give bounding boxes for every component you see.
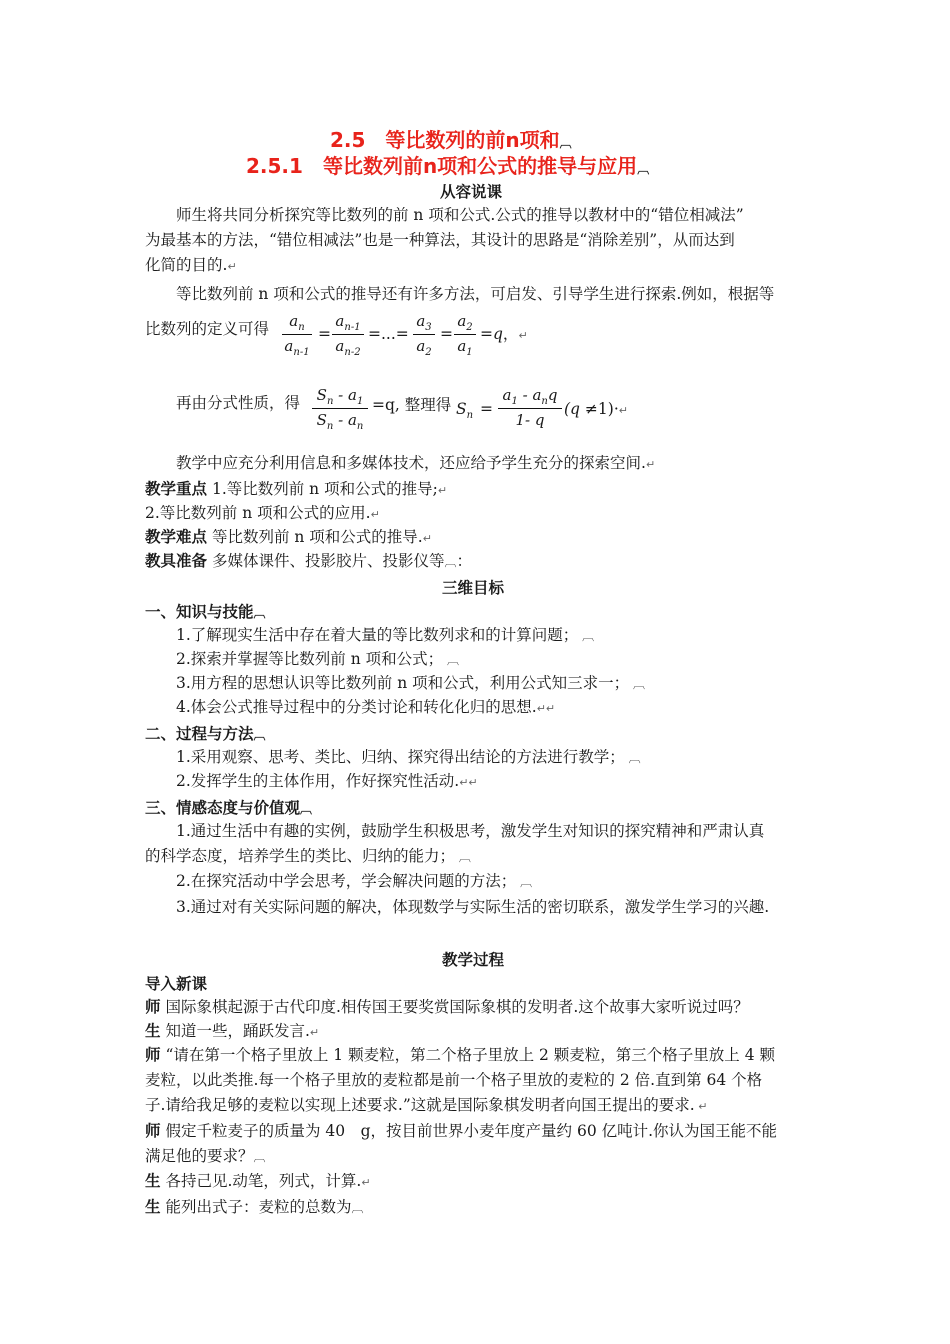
- goals-sec1-item: [176, 696, 555, 720]
- goals-sec3-item2: [176, 870, 532, 893]
- dialogue-text: “请在第一个格子里放上 1 颗麦粒，第二个格子里放上 2 颗麦粒，第三个格子里放上 4 颗: [165, 1046, 776, 1064]
- goals-sec2-item: [176, 746, 641, 769]
- dialogue-line: [145, 1044, 775, 1066]
- goals-sec2: [145, 722, 266, 744]
- student-label: 生: [145, 1198, 161, 1216]
- dialogue-text: 知道一些，踊跃发言.: [165, 1022, 310, 1040]
- paragraph-mark: ︹: [629, 677, 645, 691]
- intro-p2-l1: 等比数列前 n 项和公式的推导还有许多方法，可启发、引导学生进行探索.例如，根据等: [176, 285, 775, 303]
- dialogue-line: [145, 1196, 363, 1219]
- ratio-frac-4: $a_2$ $a_1$: [454, 312, 476, 359]
- return-mark: ↵↵: [536, 702, 556, 715]
- item-text: 2.发挥学生的主体作用，作好探究性活动.: [176, 772, 460, 790]
- goals-sec1-item: [176, 672, 645, 695]
- goals-sec3-item3: 3.通过对有关实际问题的解决，体现数学与实际生活的密切联系，激发学生学习的兴趣.: [176, 898, 770, 916]
- teacher-label: 师: [145, 998, 161, 1016]
- key-points-item2: 2.等比数列前 n 项和公式的应用.: [145, 504, 371, 522]
- dialogue-text: 假定千粒麦子的质量为 40 g，按目前世界小麦年度产量约 60 亿吨计.你认为国王能不能: [165, 1122, 778, 1140]
- intro-p2-l2: 比数列的定义可得: [145, 320, 270, 338]
- item-text: 3.用方程的思想认识等比数列前 n 项和公式，利用公式知三求一；: [176, 674, 630, 692]
- formula-eq: =: [318, 325, 331, 343]
- difficulty-text: 等比数列前 n 项和公式的推导.: [211, 528, 423, 546]
- paragraph-mark: ︹: [253, 728, 266, 742]
- intro-p4-text: 教学中应充分利用信息和多媒体技术，还应给予学生充分的探索空间.: [176, 454, 646, 472]
- dialogue-line: [145, 996, 749, 1018]
- goals-heading: 三维目标: [442, 579, 505, 597]
- item-text: 1.了解现实生活中存在着大量的等比数列求和的计算问题；: [176, 626, 579, 644]
- ratio-frac-2: $a_{n-1}$ $a_{n-2}$: [332, 312, 364, 359]
- item-text: 的科学态度，培养学生的类比、归纳的能力；: [145, 847, 456, 865]
- tools-label: 教具准备: [145, 552, 208, 570]
- difficulty-line: [145, 526, 432, 550]
- return-mark: ↵: [227, 260, 237, 273]
- ratio-frac-1: $a_n$ $a_{n-1}$: [282, 312, 312, 359]
- process-heading: 教学过程: [442, 951, 505, 969]
- item-text: 4.体会公式推导过程中的分类讨论和转化化归的思想.: [176, 698, 537, 716]
- return-mark: ↵: [309, 1026, 320, 1039]
- intro-p3-pre: 再由分式性质，得: [176, 394, 301, 412]
- paragraph-mark: ︹: [253, 1150, 266, 1164]
- dialogue-text: 能列出式子：麦粒的总数为: [165, 1198, 352, 1216]
- paragraph-mark: ︹: [253, 606, 266, 620]
- teacher-label: 师: [145, 1046, 161, 1064]
- dialogue-text: 满足他的要求？: [145, 1147, 254, 1165]
- goals-sec2-item: [176, 770, 478, 794]
- formula-eq-q: =q，↵: [480, 325, 528, 343]
- title-line2: [246, 150, 649, 179]
- student-label: 生: [145, 1172, 161, 1190]
- paragraph-mark: ︹: [578, 629, 595, 643]
- key-points-line1: [145, 478, 447, 502]
- intro-p1-l1: 师生将共同分析探究等比数列的前 n 项和公式.公式的推导以教材中的“错位相减法”: [176, 206, 744, 224]
- goals-sec3-item1-l1: 1.通过生活中有趣的实例，鼓励学生积极思考，激发学生对知识的探究精神和严肃认真: [176, 822, 765, 840]
- paragraph-mark: ︹: [637, 162, 650, 176]
- formula-eq: =...=: [368, 325, 409, 343]
- student-label: 生: [145, 1022, 161, 1040]
- paragraph-mark: ︹: [455, 850, 471, 864]
- return-mark: ↵: [694, 1100, 708, 1113]
- paragraph-mark: ︹: [443, 653, 459, 667]
- paragraph-mark: ︹: [624, 751, 641, 765]
- title-line1-text: 2.5 等比数列的前n项和: [330, 128, 560, 152]
- item-text: 2.在探究活动中学会思考，学会解决问题的方法；: [176, 872, 517, 890]
- key-points-label: 教学重点: [145, 480, 208, 498]
- return-mark: ↵: [370, 508, 380, 521]
- process-sub: 导入新课: [145, 975, 208, 993]
- sn-frac-1: $S_n - a_1$ $S_n - a_n$: [312, 386, 368, 433]
- sn-frac-2: $a_1 - a_nq$ 1- q: [498, 386, 562, 433]
- dialogue-cont: [145, 1145, 266, 1168]
- return-mark: ↵: [361, 1176, 371, 1189]
- goals-sec3: [145, 796, 312, 818]
- paragraph-mark: ︹: [300, 802, 313, 816]
- intro-heading: 从容说课: [440, 183, 503, 201]
- goals-sec1: [145, 600, 266, 622]
- dialogue-line: [145, 1020, 319, 1044]
- title-line2-text: 2.5.1 等比数列前n项和公式的推导与应用: [246, 154, 638, 178]
- dialogue-text: 各持己见.动笔，列式，计算.: [165, 1172, 362, 1190]
- formula-eq: =: [480, 400, 493, 418]
- return-mark: ↵: [422, 532, 432, 545]
- paragraph-mark: ︹: [444, 555, 457, 569]
- intro-p1-l2: 为最基本的方法，“错位相减法”也是一种算法，其设计的思路是“消除差别”，从而达到: [145, 231, 735, 249]
- return-mark: ↵: [437, 484, 448, 497]
- dialogue-text: 子.请给我足够的麦粒以实现上述要求.”这就是国际象棋发明者向国王提出的要求.: [145, 1096, 695, 1114]
- goals-sec1-text: 一、知识与技能: [145, 603, 254, 621]
- difficulty-label: 教学难点: [145, 528, 208, 546]
- intro-p1-l3: [145, 254, 237, 278]
- dialogue-cont: [145, 1094, 707, 1118]
- title-line1: [330, 124, 572, 153]
- key-points-item1: 1.等比数列前 n 项和公式的推导;: [211, 480, 438, 498]
- key-points-line2: [145, 502, 380, 526]
- return-mark: ↵: [645, 458, 656, 471]
- intro-p3-mid: =q, 整理得: [372, 396, 452, 414]
- q-condition: (q ≠1)·↵: [564, 400, 628, 418]
- goals-sec3-item1-l2: [145, 845, 471, 868]
- intro-p4: [176, 452, 655, 476]
- paragraph-mark: ︹: [559, 136, 572, 150]
- goals-sec1-item: [176, 624, 594, 647]
- formula-eq: =: [440, 325, 453, 343]
- goals-sec3-text: 三、情感态度与价值观: [145, 799, 301, 817]
- paragraph-mark: ︹: [516, 875, 533, 889]
- sn-symbol: $S_n$: [456, 400, 474, 422]
- goals-sec1-item: [176, 648, 459, 671]
- item-text: 1.采用观察、思考、类比、归纳、探究得出结论的方法进行教学；: [176, 748, 625, 766]
- intro-p1-l3-text: 化简的目的.: [145, 256, 228, 274]
- ratio-frac-3: $a_3$ $a_2$: [413, 312, 435, 359]
- dialogue-line: [145, 1170, 371, 1194]
- item-text: 2.探索并掌握等比数列前 n 项和公式；: [176, 650, 444, 668]
- return-mark: ↵↵: [459, 776, 478, 789]
- teacher-label: 师: [145, 1122, 161, 1140]
- tools-line: 教具准备 多媒体课件、投影胶片、投影仪等︹：: [145, 552, 472, 570]
- dialogue-text: 国际象棋起源于古代印度.相传国王要奖赏国际象棋的发明者.这个故事大家听说过吗？: [165, 998, 749, 1016]
- dialogue-line: [145, 1120, 777, 1142]
- tools-text: 多媒体课件、投影胶片、投影仪等: [211, 552, 445, 570]
- paragraph-mark: ︹: [351, 1201, 364, 1215]
- dialogue-cont: 麦粒，以此类推.每一个格子里放的麦粒都是前一个格子里放的麦粒的 2 倍.直到第 64 个格: [145, 1071, 763, 1089]
- goals-sec2-text: 二、过程与方法: [145, 725, 254, 743]
